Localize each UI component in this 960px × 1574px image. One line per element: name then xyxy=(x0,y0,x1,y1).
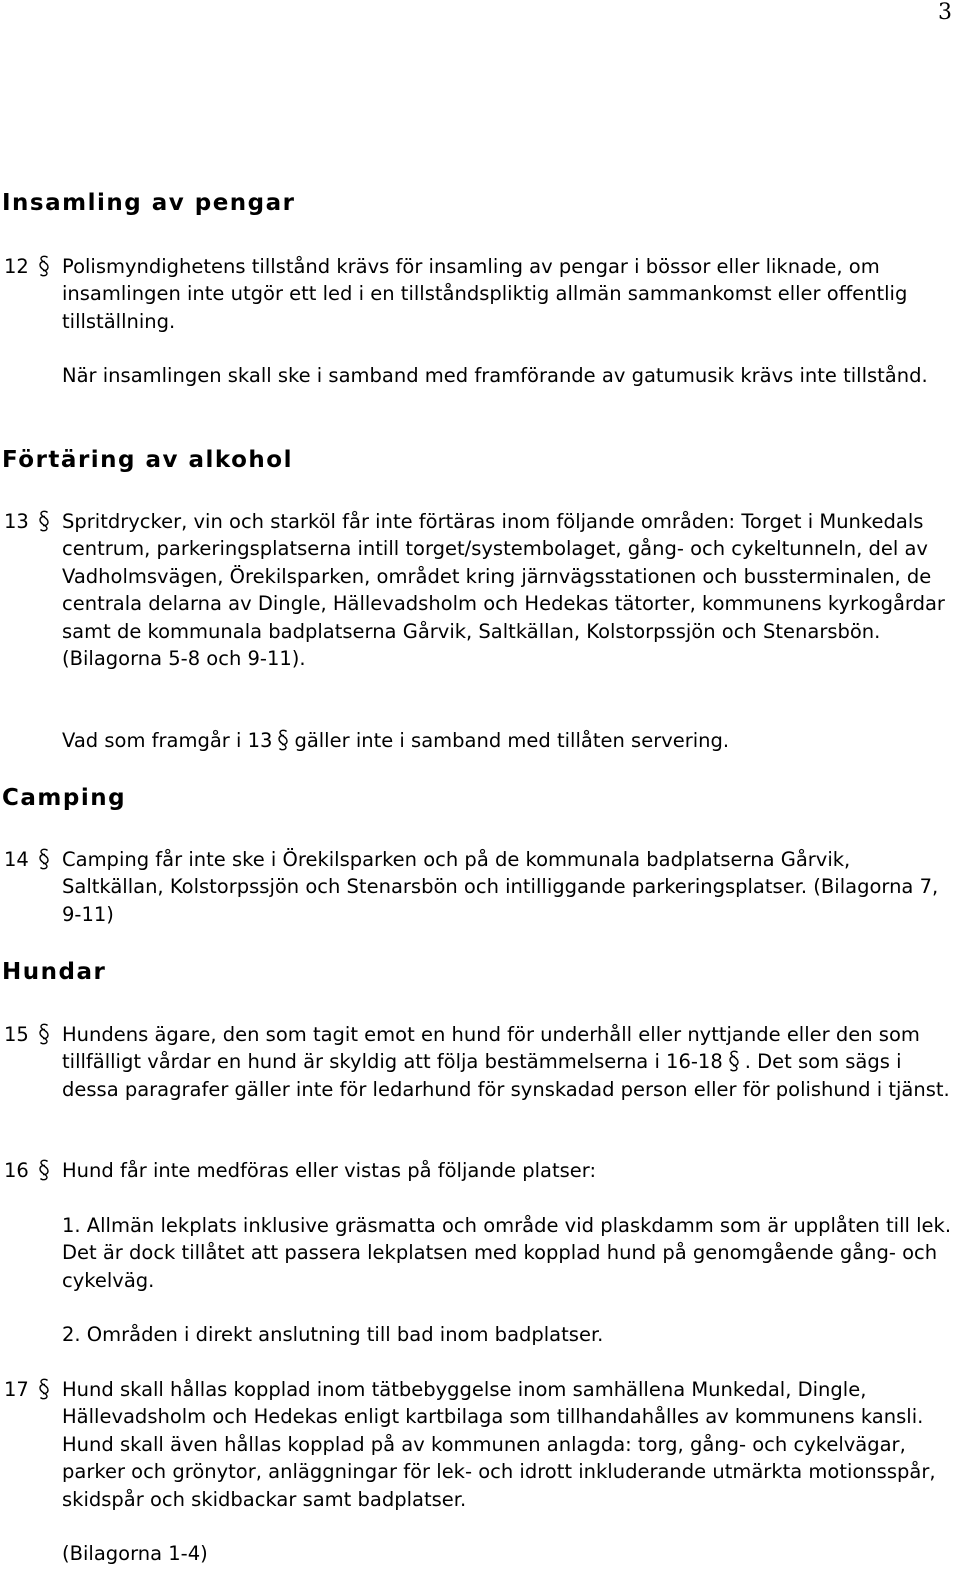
paragraph-17-text: Hund skall hållas kopplad inom tätbebyggelse inom samhällena Munkedal, Dingle, Hällevadsholm och Hedekas enligt kartbilaga som tillhandahålles av kommunens kansli. Hund skall även hållas kopplad på av kommunen anlagda: torg, gång- och cykelvägar, parker och grönytor, anläggningar för lek- och idrott inkluderande utmärkta motionsspår, skidspår och skidbackar samt badplatser. xyxy=(62,1378,936,1511)
section-sign-icon xyxy=(276,728,290,752)
paragraph-number-13: 13 xyxy=(4,508,60,535)
heading-insamling: Insamling av pengar xyxy=(2,190,296,216)
section-sign-icon xyxy=(727,1049,741,1073)
paragraph-13-text-2: Vad som framgår i 13 gäller inte i samband med tillåten servering. xyxy=(62,729,730,752)
section-sign-icon xyxy=(37,1158,51,1182)
paragraph-number-15: 15 xyxy=(4,1021,60,1048)
section-sign-icon xyxy=(37,1022,51,1046)
paragraph-16-item-2: 2. Områden i direkt anslutning till bad inom badplatser. xyxy=(62,1323,604,1346)
paragraph-12-text-2: När insamlingen skall ske i samband med framförande av gatumusik krävs inte tillstånd. xyxy=(62,364,928,387)
section-sign-icon xyxy=(37,509,51,533)
paragraph-16-item-1: 1. Allmän lekplats inklusive gräsmatta och område vid plaskdamm som är upplåten till lek. Det är dock tillåtet att passera lekplatsen med kopplad hund på genomgående gång- och cykelväg. xyxy=(62,1214,952,1292)
paragraph-12-text: Polismyndighetens tillstånd krävs för insamling av pengar i bössor eller liknade, om insamlingen inte utgör ett led i en tillståndspliktig allmän sammankomst eller offentlig tillställning. xyxy=(62,255,908,333)
paragraph-15-text: Hundens ägare, den som tagit emot en hund för underhåll eller nyttjande eller den som tillfälligt vårdar en hund är skyldig att följa bestämmelserna i 16-18 . Det som sägs i dessa paragrafer gäller inte för ledarhund för synskadad person eller för polishund i tjänst. xyxy=(62,1023,950,1101)
section-sign-icon xyxy=(37,847,51,871)
page-number: 3 xyxy=(938,0,952,25)
paragraph-16-text: Hund får inte medföras eller vistas på följande platser: xyxy=(62,1159,597,1182)
paragraph-17-text-2: (Bilagorna 1-4) xyxy=(62,1542,208,1565)
paragraph-number-16: 16 xyxy=(4,1157,60,1184)
paragraph-14-text: Camping får inte ske i Örekilsparken och på de kommunala badplatserna Gårvik, Saltkällan, Kolstorpssjön och Stenarsbön och intilliggande parkeringsplatser. (Bilagorna 7, 9-11) xyxy=(62,848,939,926)
paragraph-13-text: Spritdrycker, vin och starköl får inte förtäras inom följande områden: Torget i Munkedals centrum, parkeringsplatserna intill torget/systembolaget, gång- och cykeltunneln, del av Vadholmsvägen, Örekilsparken, området kring järnvägsstationen och bussterminalen, de centrala delarna av Dingle, Hällevadsholm och Hedekas tätorter, kommunens kyrkogårdar samt de kommunala badplatserna Gårvik, Saltkällan, Kolstorpssjön och Stenarsbön. (Bilagorna 5-8 och 9-11). xyxy=(62,510,945,671)
heading-alkohol: Förtäring av alkohol xyxy=(2,447,293,473)
paragraph-number-17: 17 xyxy=(4,1376,60,1403)
heading-camping: Camping xyxy=(2,785,127,811)
section-sign-icon xyxy=(37,254,51,278)
section-sign-icon xyxy=(37,1377,51,1401)
heading-hundar: Hundar xyxy=(2,959,107,985)
paragraph-number-14: 14 xyxy=(4,846,60,873)
paragraph-number-12: 12 xyxy=(4,253,60,280)
